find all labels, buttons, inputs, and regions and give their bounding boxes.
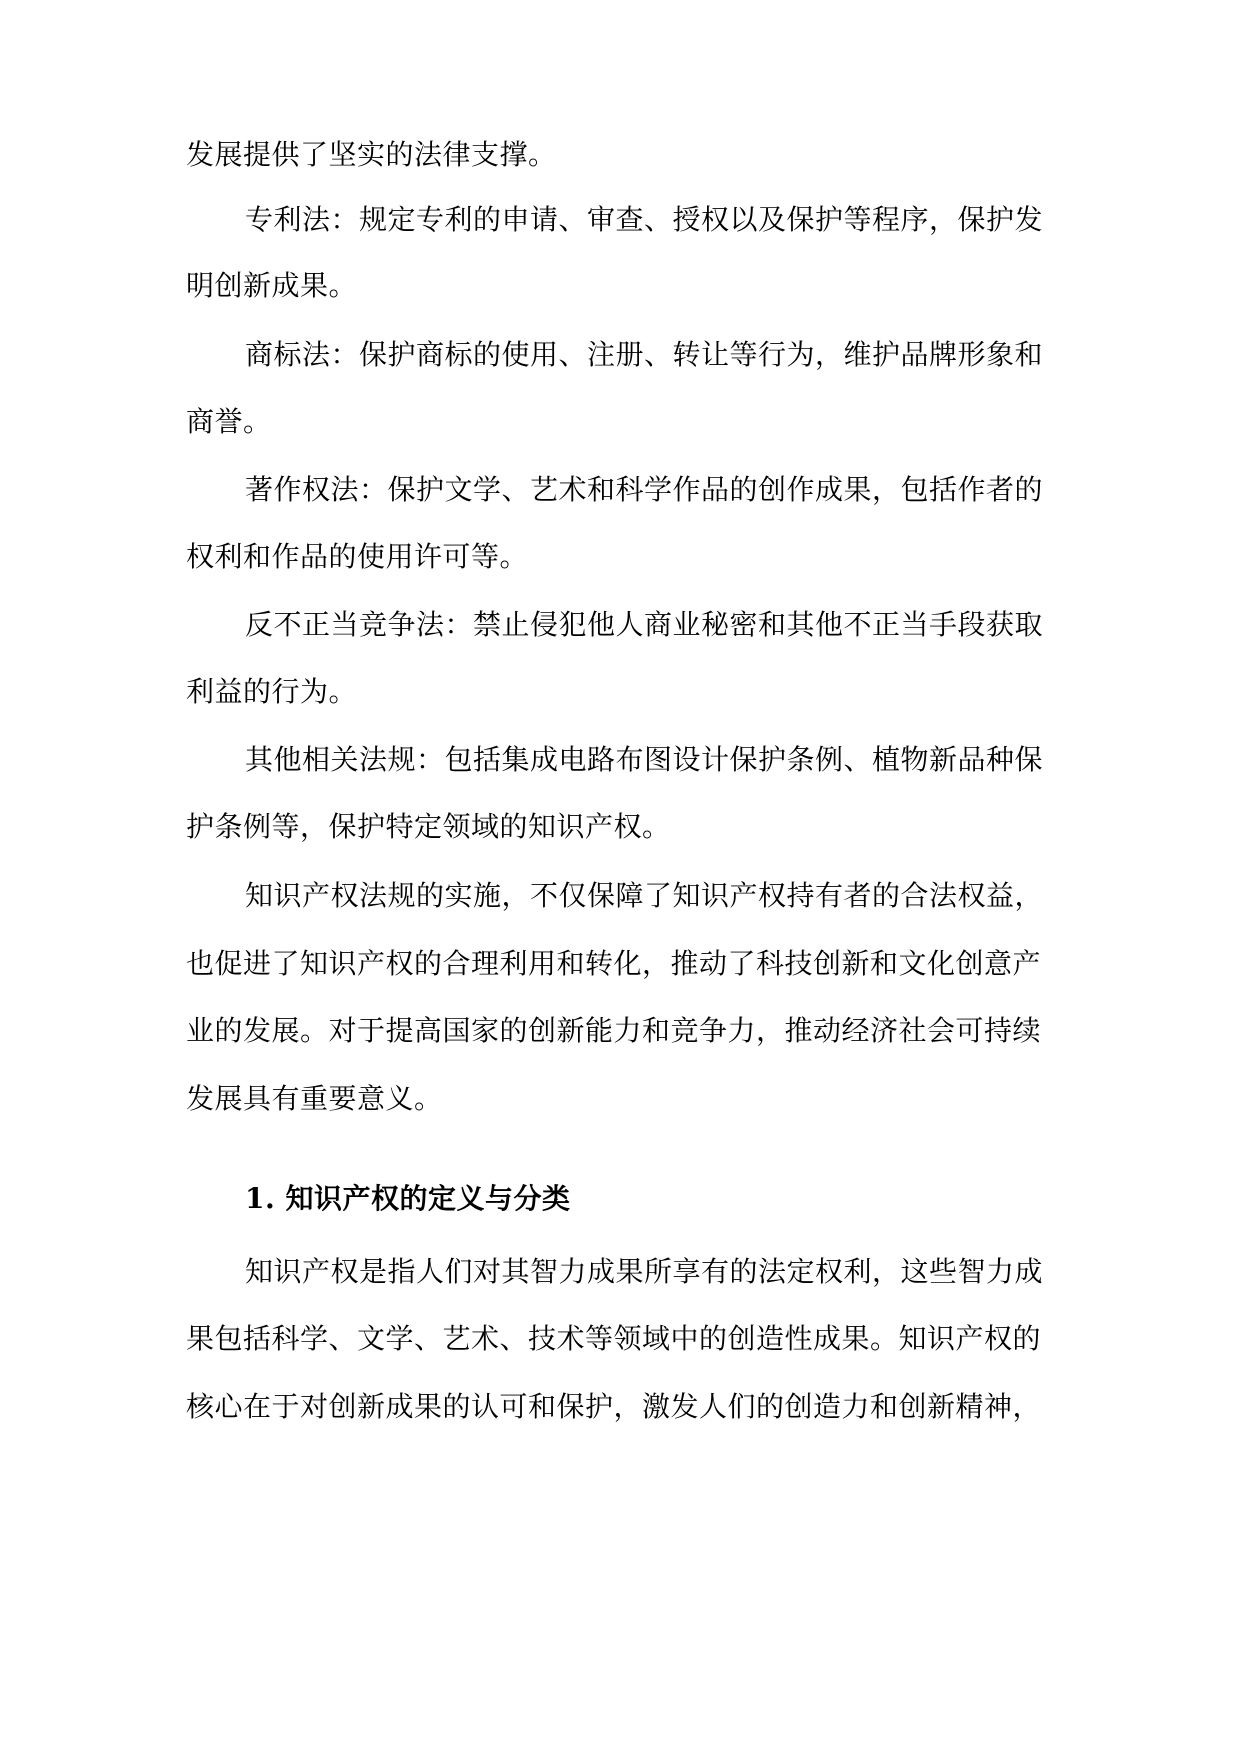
paragraph-line: 商标法：保护商标的使用、注册、转让等行为，维护品牌形象和 xyxy=(245,338,1044,371)
paragraph-line: 利益的行为。 xyxy=(186,675,358,708)
paragraph-line: 权利和作品的使用许可等。 xyxy=(186,540,529,573)
paragraph-line: 业的发展。对于提高国家的创新能力和竞争力，推动经济社会可持续 xyxy=(186,1014,1042,1047)
paragraph-line: 反不正当竞争法：禁止侵犯他人商业秘密和其他不正当手段获取 xyxy=(245,608,1044,641)
section-heading: 1. 知识产权的定义与分类 xyxy=(245,1182,571,1215)
paragraph-line: 商誉。 xyxy=(186,405,272,438)
paragraph-line: 知识产权是指人们对其智力成果所享有的法定权利，这些智力成 xyxy=(245,1255,1044,1288)
paragraph-line: 也促进了知识产权的合理利用和转化，推动了科技创新和文化创意产 xyxy=(186,947,1042,980)
paragraph-line: 发展具有重要意义。 xyxy=(186,1082,443,1115)
paragraph-line: 知识产权法规的实施，不仅保障了知识产权持有者的合法权益， xyxy=(245,879,1044,912)
paragraph-line: 专利法：规定专利的申请、审查、授权以及保护等程序，保护发 xyxy=(245,203,1044,236)
paragraph-line: 护条例等，保护特定领域的知识产权。 xyxy=(186,810,671,843)
paragraph-line: 发展提供了坚实的法律支撑。 xyxy=(186,138,557,171)
paragraph-line: 著作权法：保护文学、艺术和科学作品的创作成果，包括作者的 xyxy=(245,473,1044,506)
paragraph-line: 其他相关法规：包括集成电路布图设计保护条例、植物新品种保 xyxy=(245,743,1044,776)
paragraph-line: 明创新成果。 xyxy=(186,269,358,302)
paragraph-line: 核心在于对创新成果的认可和保护，激发人们的创造力和创新精神， xyxy=(186,1390,1042,1423)
paragraph-line: 果包括科学、文学、艺术、技术等领域中的创造性成果。知识产权的 xyxy=(186,1322,1042,1355)
